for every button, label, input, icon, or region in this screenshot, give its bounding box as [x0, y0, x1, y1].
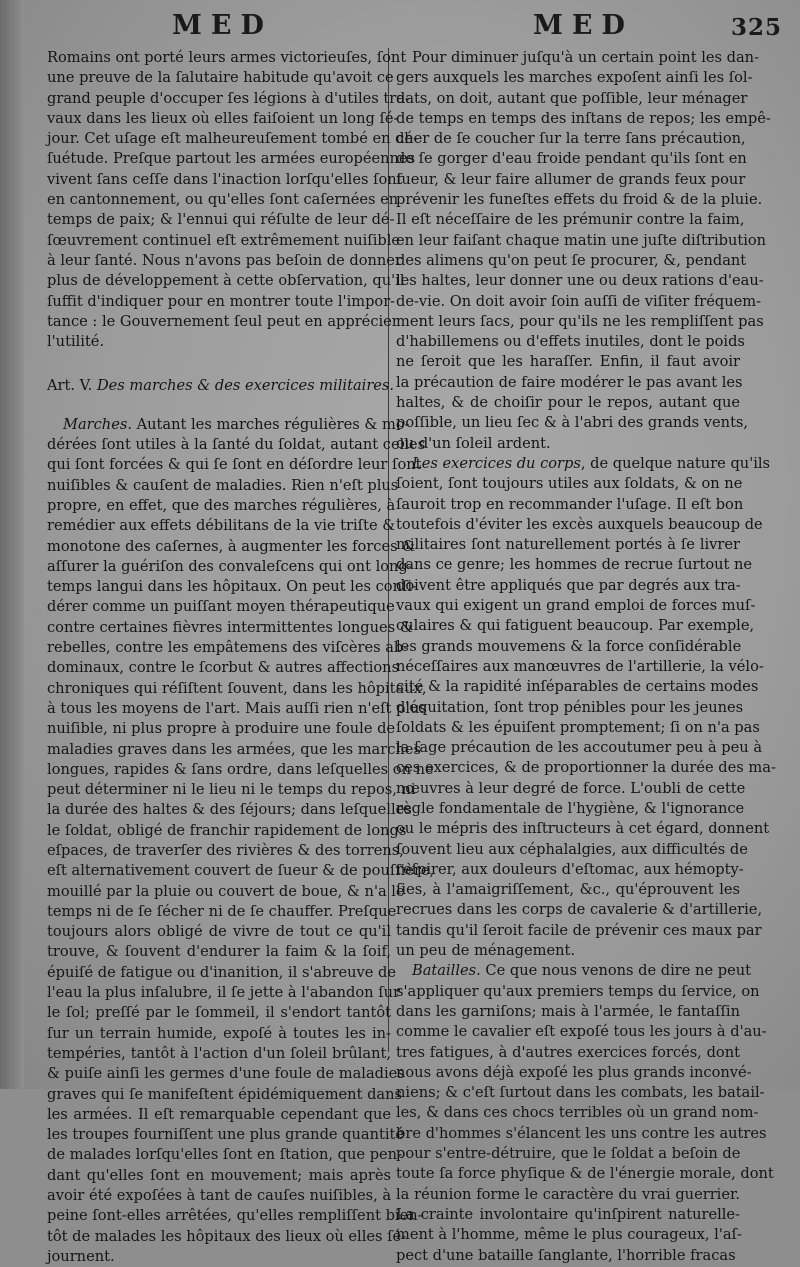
- text-line: en cantonnement, ou qu'elles ſont caſernées en: [47, 191, 399, 209]
- text-line: temps langui dans les hôpitaux. On peut les conſi-: [47, 578, 417, 596]
- text-line: nuiſible, ni plus propre à produire une foule de: [47, 720, 396, 738]
- text-line: qui ſont forcées & qui ſe ſont en déſordre leur ſont: [47, 456, 422, 474]
- text-line: dans les garniſons; mais à l'armée, le fantaſſin: [396, 1002, 740, 1020]
- right-column: [396, 48, 776, 1266]
- text-line: d'équitation, ſont trop pénibles pour les jeunes: [396, 698, 744, 716]
- text-line: ſoldats & les épuiſent promptement; ſi on n'a pas: [396, 718, 760, 736]
- text-line: le ſoldat, obligé de franchir rapidement de longs: [47, 821, 407, 839]
- text-line: vaux dans les lieux où elles faiſoient un long ſé-: [47, 109, 399, 127]
- text-line: des alimens qu'on peut ſe procurer, &, pendant: [396, 251, 747, 269]
- text-line: ſuétude. Preſque partout les armées européennes: [47, 150, 416, 168]
- text-line: reſpirer, aux douleurs d'eſtomac, aux hémopty-: [396, 860, 744, 878]
- text-line: longues, rapides & ſans ordre, dans leſquelles on ne: [47, 760, 434, 778]
- text-line: temps de paix; & l'ennui qui réſulte de leur dé-: [47, 211, 395, 229]
- left-column: [47, 48, 435, 1267]
- paragraph-marches-first-line: [47, 415, 410, 435]
- text-line: dérées ſont utiles à la ſanté du ſoldat, autant celles: [47, 436, 426, 454]
- page-gutter-shadow: [0, 0, 24, 1089]
- text-line: le ſol; preſſé par le ſommeil, il s'endort tantôt: [47, 1004, 391, 1022]
- text-line: règle fondamentale de l'hygiène, & l'ignorance: [396, 799, 745, 817]
- text-line: cher de ſe coucher ſur la terre ſans précaution,: [396, 130, 746, 148]
- text-line: ſouvent lieu aux céphalalgies, aux difficultés de: [396, 840, 748, 858]
- text-line: dant qu'elles ſont en mouvement; mais après: [47, 1166, 391, 1184]
- text-line: ſœuvrement continuel eſt extrêmement nuiſible: [47, 231, 401, 249]
- text-line: ou d'un ſoleil ardent.: [396, 434, 551, 452]
- text-line: néceſſaires aux manœuvres de l'artillerie, la vélo-: [396, 657, 764, 675]
- section-title: Des marches & des exercices militaires.: [96, 377, 395, 395]
- text-line: pour s'entre-détruire, que le ſoldat a beſoin de: [396, 1145, 741, 1163]
- paragraph-first-line-text: Autant les marches régulières & mo-: [131, 415, 410, 433]
- text-line: remédier aux effets débilitans de la vie triſte &: [47, 517, 396, 535]
- text-line: poſſible, un lieu ſec & à l'abri des grands vents,: [396, 414, 749, 432]
- text-line: de temps en temps des inſtans de repos; les empê-: [396, 109, 771, 127]
- text-line: ment à l'homme, même le plus courageux, l'aſ-: [396, 1226, 742, 1244]
- text-line: graves qui ſe manifeſtent épidémiquement dans: [47, 1085, 403, 1103]
- text-line: toujours alors obligé de vivre de tout ce qu'il: [47, 923, 391, 941]
- text-line: les troupes fourniſſent une plus grande quantité: [47, 1126, 405, 1144]
- text-line: rebelles, contre les empâtemens des viſcères ab-: [47, 639, 409, 657]
- text-line: ſauroit trop en recommander l'uſage. Il eſt bon: [396, 495, 744, 513]
- text-line: plus de développement à cette obſervation, qu'il: [47, 272, 405, 290]
- text-line: à leur ſanté. Nous n'avons pas beſoin de donner: [47, 251, 402, 269]
- paragraph-marches: [47, 435, 435, 1267]
- text-line: les, & dans ces chocs terribles où un grand nom-: [396, 1104, 759, 1122]
- text-line: ſueur, & leur faire allumer de grands feux pour: [396, 170, 746, 188]
- text-line: ne ſeroit que les haraſſer. Enfin, il faut avoir: [396, 353, 740, 371]
- text-line: de malades lorſqu'elles ſont en ſtation, que pen-: [47, 1146, 403, 1164]
- text-line: gers auxquels les marches expoſent ainſi les ſol-: [396, 69, 753, 87]
- text-line: ſur un terrain humide, expoſé à toutes les in-: [47, 1024, 391, 1042]
- paragraph-first-line-text: Ce que nous venons de dire ne peut: [480, 962, 751, 980]
- text-line: doivent être appliqués que par degrés aux tra-: [396, 576, 741, 594]
- text-line: ſuffit d'indiquer pour en montrer toute l'impor-: [47, 292, 396, 310]
- paragraph-first-line-text: , de quelque nature qu'ils: [580, 454, 771, 472]
- text-line: bre d'hommes s'élancent les uns contre les autres: [396, 1124, 767, 1142]
- text-line: niens; & c'eſt ſurtout dans les combats, les batail-: [396, 1084, 765, 1102]
- text-line: les haltes, leur donner une ou deux rations d'eau-: [396, 272, 764, 290]
- paragraph-roman-armies: [47, 48, 419, 352]
- text-line: ſoient, ſont toujours utiles aux ſoldats, & on ne: [396, 475, 743, 493]
- paragraph-lead: Batailles.: [412, 962, 481, 980]
- text-line: l'eau la plus inſalubre, il ſe jette à l'abandon ſur: [47, 984, 400, 1002]
- text-line: & puiſe ainſi les germes d'une foule de maladies: [47, 1065, 405, 1083]
- paragraph-exercices-first-line: [396, 454, 771, 474]
- text-line: vaux qui exigent un grand emploi de forces muſ-: [396, 597, 756, 615]
- text-line: d'habillemens ou d'effets inutiles, dont le poids: [396, 333, 745, 351]
- text-line: peut déterminer ni le lieu ni le temps du repos, ni: [47, 781, 416, 799]
- text-line: vivent ſans ceſſe dans l'inaction lorſqu'elles ſont: [47, 170, 403, 188]
- text-line: dominaux, contre le ſcorbut & autres affections: [47, 659, 400, 677]
- text-line: à tous les moyens de l'art. Mais auſſi rien n'eſt plus: [47, 699, 427, 717]
- text-line: ſies, à l'amaigriſſement, &c., qu'éprouvent les: [396, 881, 740, 899]
- text-line: prévenir les funeſtes effets du froid & de la pluie.: [396, 191, 763, 209]
- text-line: tempéries, tantôt à l'action d'un ſoleil brûlant,: [47, 1044, 391, 1062]
- paragraph-diminuer-dangers: [396, 48, 771, 454]
- text-line: pect d'une bataille ſanglante, l'horrible fracas: [396, 1246, 736, 1264]
- paragraph-lead: Marches.: [63, 415, 132, 433]
- text-line: ou le mépris des inſtructeurs à cet égard, donnent: [396, 820, 770, 838]
- text-line: grand peuple d'occuper ſes légions à d'utiles tra-: [47, 89, 410, 107]
- text-line: tres fatigues, à d'autres exercices forcés, dont: [396, 1043, 740, 1061]
- text-line: cité & la rapidité inſéparables de certains modes: [396, 678, 759, 696]
- text-line: Pour diminuer juſqu'à un certain point les dan-: [412, 49, 760, 66]
- text-line: Il eſt néceſſaire de les prémunir contre la faim,: [396, 211, 745, 229]
- text-line: épuiſé de fatigue ou d'inanition, il s'abreuve de: [47, 963, 397, 981]
- text-line: tôt de malades les hôpitaux des lieux où elles ſé-: [47, 1227, 407, 1245]
- text-line: s'appliquer qu'aux premiers temps du ſervice, on: [396, 982, 760, 1000]
- text-line: la ſage précaution de les accoutumer peu à peu à: [396, 739, 763, 757]
- text-line: tance : le Gouvernement ſeul peut en apprécier: [47, 312, 399, 330]
- text-line: de ſe gorger d'eau froide pendant qu'ils ſont en: [396, 150, 747, 168]
- text-line: dans ce genre; les hommes de recrue ſurtout ne: [396, 556, 753, 574]
- text-line: eſt alternativement couvert de ſueur & de pouſſière,: [47, 862, 435, 880]
- text-line: dats, on doit, autant que poſſible, leur ménager: [396, 89, 748, 107]
- text-line: nœuvres à leur degré de force. L'oubli de cette: [396, 779, 746, 797]
- text-line: recrues dans les corps de cavalerie & d'artillerie,: [396, 901, 763, 919]
- text-line: avoir été expoſées à tant de cauſes nuiſibles, à: [47, 1187, 392, 1205]
- text-line: culaires & qui fatiguent beaucoup. Par exemple,: [396, 617, 755, 635]
- text-line: trouve, & ſouvent d'endurer la faim & la ſoif,: [47, 943, 391, 961]
- text-line: un peu de ménagement.: [396, 942, 576, 960]
- text-line: eſpaces, de traverſer des rivières & des torrens,: [47, 841, 404, 859]
- text-line: l'utilité.: [47, 333, 105, 351]
- paragraph-batailles: [396, 982, 774, 1266]
- section-heading: [47, 376, 395, 396]
- text-line: contre certaines fièvres intermittentes longues &: [47, 618, 413, 636]
- text-line: propre, en effet, que des marches régulières, à: [47, 496, 396, 514]
- text-line: toutefois d'éviter les excès auxquels beaucoup de: [396, 515, 763, 533]
- text-line: mouillé par la pluie ou couvert de boue, & n'a le: [47, 882, 405, 900]
- paragraph-batailles-first-line: [396, 961, 751, 981]
- text-line: les armées. Il eſt remarquable cependant que: [47, 1105, 391, 1123]
- text-line: haltes, & de choiſir pour le repos, autant que: [396, 394, 740, 412]
- text-line: les grands mouvemens & la force conſidérable: [396, 637, 742, 655]
- text-line: toute ſa force phyſique & de l'énergie morale, dont: [396, 1165, 774, 1183]
- section-number: Art. V.: [47, 377, 93, 395]
- text-line: une preuve de la ſalutaire habitude qu'avoit ce: [47, 69, 394, 87]
- text-line: maladies graves dans les armées, que les marches: [47, 740, 421, 758]
- text-line: en leur faiſant chaque matin une juſte diſtribution: [396, 231, 767, 249]
- text-line: monotone des caſernes, à augmenter les forces &: [47, 537, 416, 555]
- text-line: nuiſibles & cauſent de maladies. Rien n'eſt plus: [47, 476, 399, 494]
- text-line: chroniques qui réſiſtent ſouvent, dans les hôpitaux,: [47, 679, 427, 697]
- text-line: la durée des haltes & des ſéjours; dans leſquelles: [47, 801, 412, 819]
- text-line: nous avons déjà expoſé les plus grands inconvé-: [396, 1063, 752, 1081]
- text-line: comme le cavalier eſt expoſé tous les jours à d'au-: [396, 1023, 767, 1041]
- text-line: ces exercices, & de proportionner la durée des ma-: [396, 759, 776, 777]
- text-line: Romains ont porté leurs armes victorieuſes, ſont: [47, 49, 407, 66]
- text-line: la précaution de faire modérer le pas avant les: [396, 373, 743, 391]
- text-line: journent.: [47, 1247, 115, 1265]
- text-line: peine ſont-elles arrêtées, qu'elles rempliſſent bien-: [47, 1207, 423, 1225]
- text-line: temps ni de ſe ſécher ni de ſe chauffer. Preſque: [47, 902, 397, 920]
- text-line: ment leurs ſacs, pour qu'ils ne les rempliſſent pas: [396, 312, 764, 330]
- running-head-right: MED: [533, 10, 634, 41]
- text-line: dérer comme un puiſſant moyen thérapeutique: [47, 598, 395, 616]
- paragraph-lead: Les exercices du corps: [412, 454, 581, 472]
- text-line: de-vie. On doit avoir ſoin auſſi de viſiter fréquem-: [396, 292, 762, 310]
- text-line: la réunion forme le caractère du vrai guerrier.: [396, 1185, 740, 1203]
- page-number: 325: [731, 14, 783, 41]
- paragraph-exercices: [396, 474, 776, 961]
- running-head-left: MED: [172, 10, 273, 41]
- text-line: militaires ſont naturellement portés à ſe livrer: [396, 536, 740, 554]
- text-line: tandis qu'il ſeroit facile de prévenir ces maux par: [396, 921, 762, 939]
- text-line: jour. Cet uſage eſt malheureuſement tombé en dé-: [47, 130, 419, 148]
- text-line: aſſurer la guériſon des convaleſcens qui ont long-: [47, 557, 413, 575]
- text-line: La crainte involontaire qu'inſpirent naturelle-: [396, 1205, 740, 1223]
